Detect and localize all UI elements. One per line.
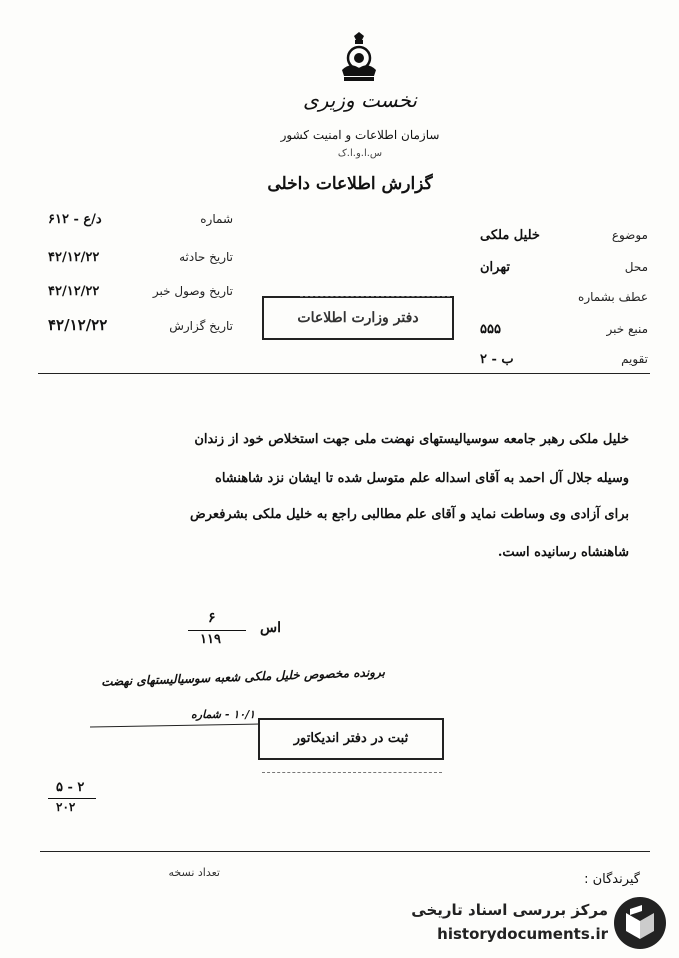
- watermark-org-name: مرکز بررسی اسناد تاریخی: [411, 901, 608, 919]
- evaluation-value: ب - ۲: [480, 352, 514, 367]
- fraction-top: ۶: [208, 610, 216, 626]
- handwritten-note: برونده مخصوص خلیل ملکی شعبه سوسیالیستهای نهضت: [100, 664, 386, 689]
- body-line-4: شاهنشاه رسانیده است.: [497, 545, 629, 560]
- footer-separator: [40, 851, 650, 852]
- fraction-line: [188, 630, 246, 631]
- watermark-site: historydocuments.ir: [437, 925, 608, 943]
- report-date-value: ۴۲/۱۲/۲۲: [48, 316, 108, 334]
- following-number-field: [480, 290, 648, 304]
- place-field: [480, 260, 648, 275]
- number-value: د/ع - ۶۱۲: [48, 212, 102, 227]
- number-label: شماره: [200, 212, 233, 226]
- lower-note-line: [90, 724, 260, 728]
- lion-and-sun-crown-emblem-icon: [336, 32, 382, 84]
- org-subtitle: سازمان اطلاعات و امنیت کشور: [280, 128, 440, 142]
- lower-note: ۱۰/۱ - شماره: [191, 708, 255, 721]
- copies-label: تعداد نسخه: [168, 866, 220, 879]
- center-stamp-text: دفتر وزارت اطلاعات: [297, 310, 419, 326]
- receipt-date-label: تاریخ وصول خبر: [152, 284, 233, 298]
- body-line-3: برای آزادی وی وساطت نماید و آقای علم مطالبی راجع به خلیل ملکی بشرفعرض: [190, 507, 629, 522]
- place-value: تهران: [480, 260, 510, 275]
- body-line-1: خلیل ملکی رهبر جامعه سوسیالیستهای نهضت ملی جهت استخلاص خود از زندان: [194, 432, 629, 447]
- subject-value: خلیل ملکی: [480, 228, 540, 243]
- center-stamp: [262, 296, 454, 340]
- body-line-2: وسیله جلال آل احمد به آقای اسداله علم متوسل شده تا ایشان نزد شاهنشاه: [215, 471, 629, 486]
- org-code: س.ا.و.ا.ک: [337, 148, 383, 159]
- incident-date-field: [48, 250, 233, 265]
- report-date-field: [48, 316, 233, 334]
- book-pages-logo-icon: [612, 895, 668, 951]
- lower-stamp: [258, 718, 444, 760]
- watermark: [380, 893, 670, 955]
- receipt-date-field: [48, 284, 233, 299]
- news-source-field: [480, 322, 648, 337]
- place-label: محل: [624, 260, 648, 274]
- recipients-label: گیرندگان :: [584, 872, 640, 887]
- evaluation-label: تقویم: [621, 352, 648, 366]
- number-field: [48, 212, 233, 227]
- org-title: نخست وزیری: [303, 88, 417, 112]
- fraction-bottom: ۱۱۹: [200, 632, 221, 647]
- left-code-bottom: ۲۰۲: [56, 800, 76, 814]
- evaluation-field: [480, 352, 648, 367]
- left-fields: [48, 212, 233, 337]
- left-code-top: ۵ - ۲: [56, 780, 85, 795]
- following-number-label: عطف بشماره: [578, 290, 648, 304]
- incident-date-value: ۴۲/۱۲/۲۲: [48, 250, 100, 265]
- subject-label: موضوع: [611, 228, 648, 242]
- news-source-label: منبع خبر: [606, 322, 648, 336]
- lower-stamp-dashline: [262, 772, 442, 773]
- subject-field: [480, 228, 648, 243]
- receipt-date-value: ۴۲/۱۲/۲۲: [48, 284, 100, 299]
- right-fields: [480, 228, 648, 368]
- fraction-annotation: [188, 610, 298, 650]
- left-code: [48, 780, 98, 816]
- left-code-line: [48, 798, 96, 799]
- center-stamp-dashline: [300, 296, 450, 297]
- lower-stamp-text: ثبت در دفتر اندیکاتور: [293, 731, 409, 746]
- report-title: گزارش اطلاعات داخلی: [267, 174, 433, 194]
- incident-date-label: تاریخ حادثه: [179, 250, 233, 264]
- news-source-value: ۵۵۵: [480, 322, 501, 337]
- report-date-label: تاریخ گزارش: [169, 319, 233, 333]
- fraction-note: اس: [260, 620, 281, 636]
- header-separator: [38, 373, 650, 374]
